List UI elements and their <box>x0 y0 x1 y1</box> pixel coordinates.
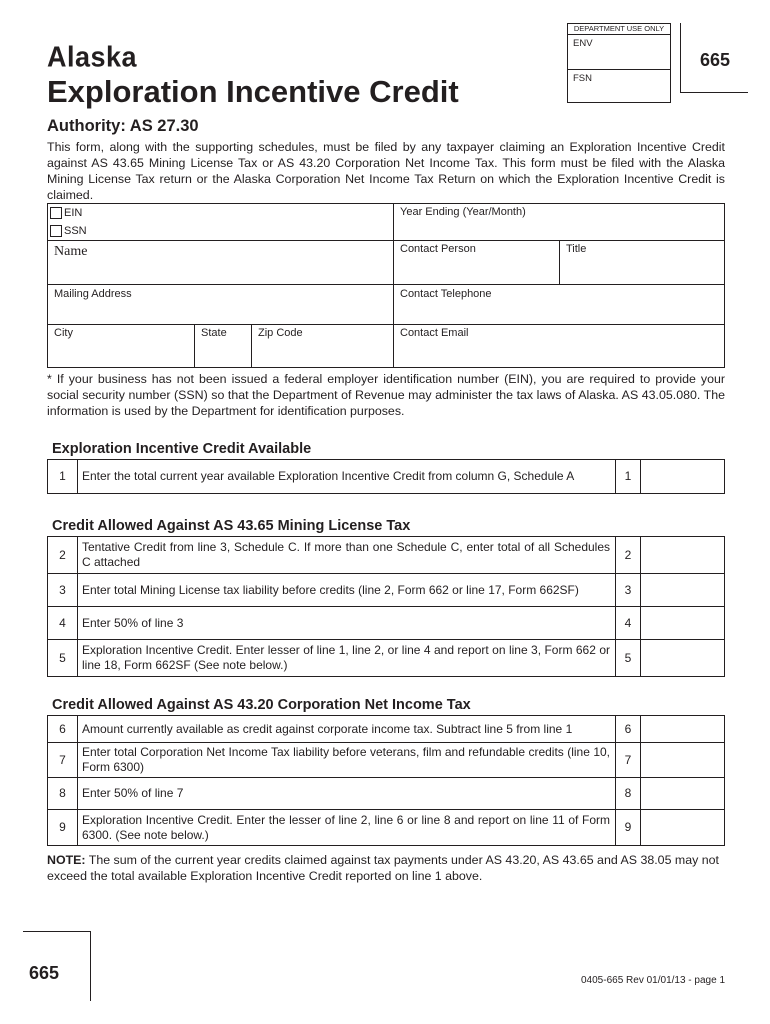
dept-divider <box>568 69 670 70</box>
authority-line: Authority: AS 27.30 <box>47 117 199 135</box>
line-number: 4 <box>48 607 78 640</box>
contact-email-field[interactable]: Contact Email <box>394 325 725 368</box>
ein-checkbox[interactable] <box>50 207 62 219</box>
line-description: Amount currently available as credit against corporate income tax. Subtract line 5 from line 1 <box>78 716 616 743</box>
intro-paragraph: This form, along with the supporting schedules, must be filed by any taxpayer claiming an Exploration Incentive Credit against AS 43.65 Mining License Tax or AS 43.20 Corporation Net Income Tax. This form must be filed with the Alaska Mining License Tax return or the Alaska Corporation Net Income Tax Return on which the Exploration Incentive Credit is claimed. <box>47 140 725 202</box>
line-number: 3 <box>48 574 78 607</box>
line-number: 8 <box>48 778 78 810</box>
line-amount-field[interactable] <box>641 743 725 778</box>
line-number: 1 <box>48 460 78 494</box>
form-number-top: 665 <box>700 50 731 70</box>
line-description: Exploration Incentive Credit. Enter lesser of line 1, line 2, or line 4 and report on line 3, Form 662 or line 18, Form 662SF (See note below.) <box>78 640 616 677</box>
section-heading-mining: Credit Allowed Against AS 43.65 Mining License Tax <box>52 518 411 534</box>
line-number-right: 9 <box>616 810 641 846</box>
zip-code-field[interactable]: Zip Code <box>258 327 303 339</box>
line-number-right: 7 <box>616 743 641 778</box>
line-number-right: 3 <box>616 574 641 607</box>
line-amount-field[interactable] <box>641 778 725 810</box>
note-text: The sum of the current year credits claimed against tax payments under AS 43.20, AS 43.65 and AS 38.05 may not exceed the total available Exploration Incentive Credit reported on line 1 above. <box>47 853 719 883</box>
line-amount-field[interactable] <box>641 640 725 677</box>
line-description: Tentative Credit from line 3, Schedule C. If more than one Schedule C, enter total of all Schedules C attached <box>78 537 616 574</box>
line-number-right: 4 <box>616 607 641 640</box>
form-line <box>48 640 725 677</box>
year-ending-field[interactable]: Year Ending (Year/Month) <box>394 204 725 241</box>
line-amount-field[interactable] <box>641 607 725 640</box>
ein-option[interactable]: EIN <box>48 204 393 222</box>
line-number-right: 8 <box>616 778 641 810</box>
line-number: 9 <box>48 810 78 846</box>
department-use-heading: DEPARTMENT USE ONLY <box>567 23 671 35</box>
line-number-right: 1 <box>616 460 641 494</box>
line-description: Enter 50% of line 3 <box>78 607 616 640</box>
note-label: NOTE: <box>47 853 86 867</box>
title-field[interactable]: Title <box>560 241 725 285</box>
line-amount-field[interactable] <box>641 810 725 846</box>
mining-license-table <box>47 536 725 677</box>
note-paragraph <box>47 852 725 884</box>
name-field[interactable]: Name <box>48 241 394 285</box>
state-field[interactable]: State <box>195 325 252 367</box>
credit-available-table <box>47 459 725 494</box>
line-description: Enter total Corporation Net Income Tax liability before veterans, film and refundable credits (line 10, Form 6300) <box>78 743 616 778</box>
ssn-option[interactable]: SSN <box>48 222 393 240</box>
form-line <box>48 743 725 778</box>
corner-mark-bottom <box>23 931 91 932</box>
line-amount-field[interactable] <box>641 460 725 494</box>
line-description: Enter 50% of line 7 <box>78 778 616 810</box>
line-amount-field[interactable] <box>641 537 725 574</box>
contact-telephone-field[interactable]: Contact Telephone <box>394 285 725 325</box>
revision-info: 0405-665 Rev 01/01/13 - page 1 <box>581 975 725 986</box>
line-number-right: 6 <box>616 716 641 743</box>
line-description: Enter total Mining License tax liability before credits (line 2, Form 662 or line 17, Form 662SF) <box>78 574 616 607</box>
form-line <box>48 716 725 743</box>
form-line <box>48 778 725 810</box>
form-line <box>48 574 725 607</box>
line-amount-field[interactable] <box>641 716 725 743</box>
line-number: 2 <box>48 537 78 574</box>
corner-mark-top-base <box>680 92 748 93</box>
ssn-checkbox[interactable] <box>50 225 62 237</box>
form-line <box>48 810 725 846</box>
line-number: 6 <box>48 716 78 743</box>
form-line <box>48 607 725 640</box>
ein-footnote: * If your business has not been issued a federal employer identification number (EIN), you are required to provide your social security number (SSN) so that the Department of Revenue may administer the tax laws of Alaska. AS 43.05.080. The information is used by the Department for identification purposes. <box>47 372 725 418</box>
department-use-box <box>567 23 671 103</box>
line-amount-field[interactable] <box>641 574 725 607</box>
line-description: Enter the total current year available Exploration Incentive Credit from column G, Schedule A <box>78 460 616 494</box>
form-line <box>48 460 725 494</box>
corner-mark-bottom-side <box>90 931 91 1001</box>
contact-person-field[interactable]: Contact Person <box>394 241 560 285</box>
form-number-bottom: 665 <box>29 963 60 983</box>
taxpayer-info-table <box>47 203 725 368</box>
mailing-address-field[interactable]: Mailing Address <box>48 285 394 325</box>
fsn-field-label: FSN <box>573 73 592 84</box>
line-number: 5 <box>48 640 78 677</box>
line-description: Exploration Incentive Credit. Enter the lesser of line 2, line 6 or line 8 and report on line 11 of Form 6300. (See note below.) <box>78 810 616 846</box>
form-title: Exploration Incentive Credit <box>47 74 459 109</box>
city-field[interactable]: City <box>48 325 195 367</box>
state-title: Alaska <box>47 41 138 73</box>
form-line <box>48 537 725 574</box>
line-number-right: 5 <box>616 640 641 677</box>
corporation-income-table <box>47 715 725 846</box>
env-field-label: ENV <box>573 38 593 49</box>
line-number: 7 <box>48 743 78 778</box>
line-number-right: 2 <box>616 537 641 574</box>
corner-mark-top <box>680 23 681 93</box>
section-heading-available: Exploration Incentive Credit Available <box>52 441 312 457</box>
section-heading-corporation: Credit Allowed Against AS 43.20 Corporation Net Income Tax <box>52 697 471 713</box>
